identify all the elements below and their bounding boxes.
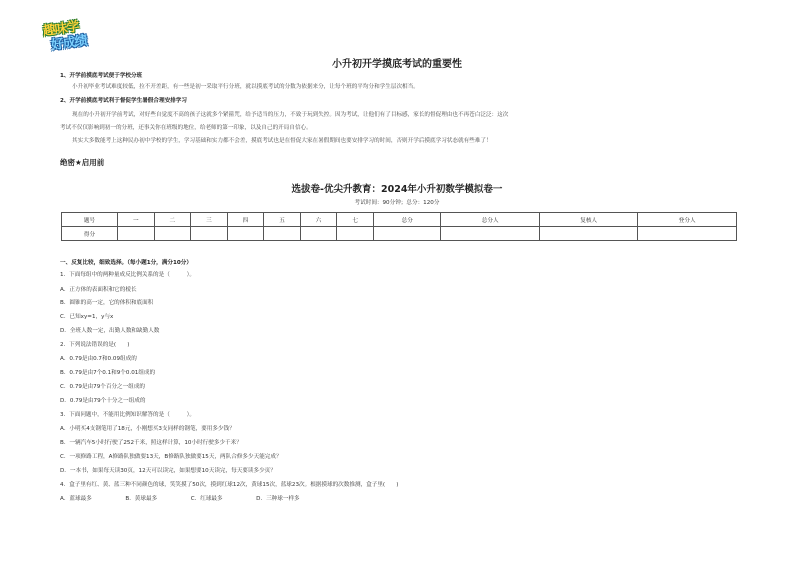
score-header-cell: 六 [300,213,337,227]
score-cell[interactable] [118,227,155,241]
question-option: A．蓝球最多 B．黄球最多 C．红球最多 D．三种球一样多 [60,496,300,502]
question-option: D．全班人数一定，出勤人数和缺勤人数 [60,328,160,334]
score-cell[interactable] [154,227,191,241]
intro-heading-2: 2、开学前摸底考试利于督促学生暑假合理安排学习 [60,98,187,104]
logo-line-1: 趣味学 [42,19,80,40]
question-option: A．0.79是由0.7和0.09组成的 [60,356,137,362]
intro-paragraph: 考试不仅仅影响到初一的分班，还事关你在班级的地位，给老师的第一印象，以及自己的开局自信心。 [60,125,312,131]
intro-paragraph: 小升初毕业考试难度较低，拉不开差距，有一些是初一采取平行分班，就以摸底考试的分数为依据来分，让每个班的平均分和学生层次相当。 [72,84,419,90]
exam-info: 考试时间：90分钟；总分：120分 [354,200,440,206]
question-option: A．小明买4支钢笔用了18元，小刚想买3支同样的钢笔，要用多少钱？ [60,426,235,432]
score-header-cell: 七 [337,213,374,227]
logo-line-2: 好成绩 [50,33,88,54]
question-option: D．一本书，如果每天读30页，12天可以读完，如果想要10天读完，每天要读多少页？ [60,468,276,474]
question-line: 4．盒子里有红、黄、蓝三种不同颜色的球，笑笑摸了50次，摸到红球12次，黄球15次，蓝球23次。根据摸球的次数推测，盒子里( ) [60,482,399,488]
score-row-label: 得分 [62,227,118,241]
intro-paragraph: 现在的小升初开学前考试，对好些自觉度不高的孩子这就多个紧箍咒，给予适当的压力，不致于玩到失控。因为考试，让他们有了目标感，家长的督促理由也不再苍白泛泛：这次 [72,112,509,118]
question-option: A．正方体的表面积和它的棱长 [60,287,137,293]
question-line: 2．下列说法错误的是( ) [60,342,130,348]
score-table [61,212,737,241]
secret-label: 绝密★启用前 [60,158,105,167]
score-header-cell: 四 [227,213,264,227]
score-cell[interactable] [638,227,737,241]
question-option: D．0.79是由79个十分之一组成的 [60,398,146,404]
question-option: C．一项修路工程，A修路队独做要13天，B修路队独做要15天，两队合修多少天能完成？ [60,454,282,460]
score-header-cell: 总分人 [441,213,539,227]
intro-paragraph: 其实大多数能考上这种民办初中学校的学生，学习基础和实力都不会差，摸底考试也是在督促大家在暑假期间也要安排学习的时间，否则开学后摸底学习状态就有些难了！ [72,138,492,144]
score-cell[interactable] [539,227,637,241]
question-line: 3．下面问题中，不能用比例知识解答的是（ ）。 [60,412,196,418]
score-header-cell: 题号 [62,213,118,227]
score-cell[interactable] [264,227,301,241]
score-cell[interactable] [373,227,441,241]
score-table-score-row [62,227,737,241]
score-cell[interactable] [300,227,337,241]
score-table-header-row [62,213,737,227]
question-line: 1．下面每组中的两种量成反比例关系的是（ ）。 [60,272,196,278]
score-cell[interactable] [227,227,264,241]
intro-heading-1: 1、开学前摸底考试便于学校分班 [60,73,143,79]
score-header-cell: 登分人 [638,213,737,227]
brand-logo [42,17,94,57]
score-cell[interactable] [337,227,374,241]
question-option: C．0.79是由79个百分之一组成的 [60,384,146,390]
score-header-cell: 五 [264,213,301,227]
score-header-cell: 总分 [373,213,441,227]
score-cell[interactable] [441,227,539,241]
exam-title: 选拔卷-优尖升教育：2024年小升初数学模拟卷一 [291,184,503,195]
score-cell[interactable] [191,227,228,241]
question-option: B．一辆汽车5小时行驶了252千米，照这样计算，10小时行驶多少千米？ [60,440,242,446]
question-option: C．已知xy=1，y与x [60,314,114,320]
score-header-cell: 二 [154,213,191,227]
score-header-cell: 复核人 [539,213,637,227]
section-heading: 一、反复比较，细致选择。（每小题1分，满分10分） [60,260,192,266]
score-header-cell: 三 [191,213,228,227]
question-option: B．圆锥的高一定，它的体积和底面积 [60,300,154,306]
question-option: B．0.79是由7个0.1和9个0.01组成的 [60,370,156,376]
score-header-cell: 一 [118,213,155,227]
intro-title: 小升初开学摸底考试的重要性 [332,59,462,70]
